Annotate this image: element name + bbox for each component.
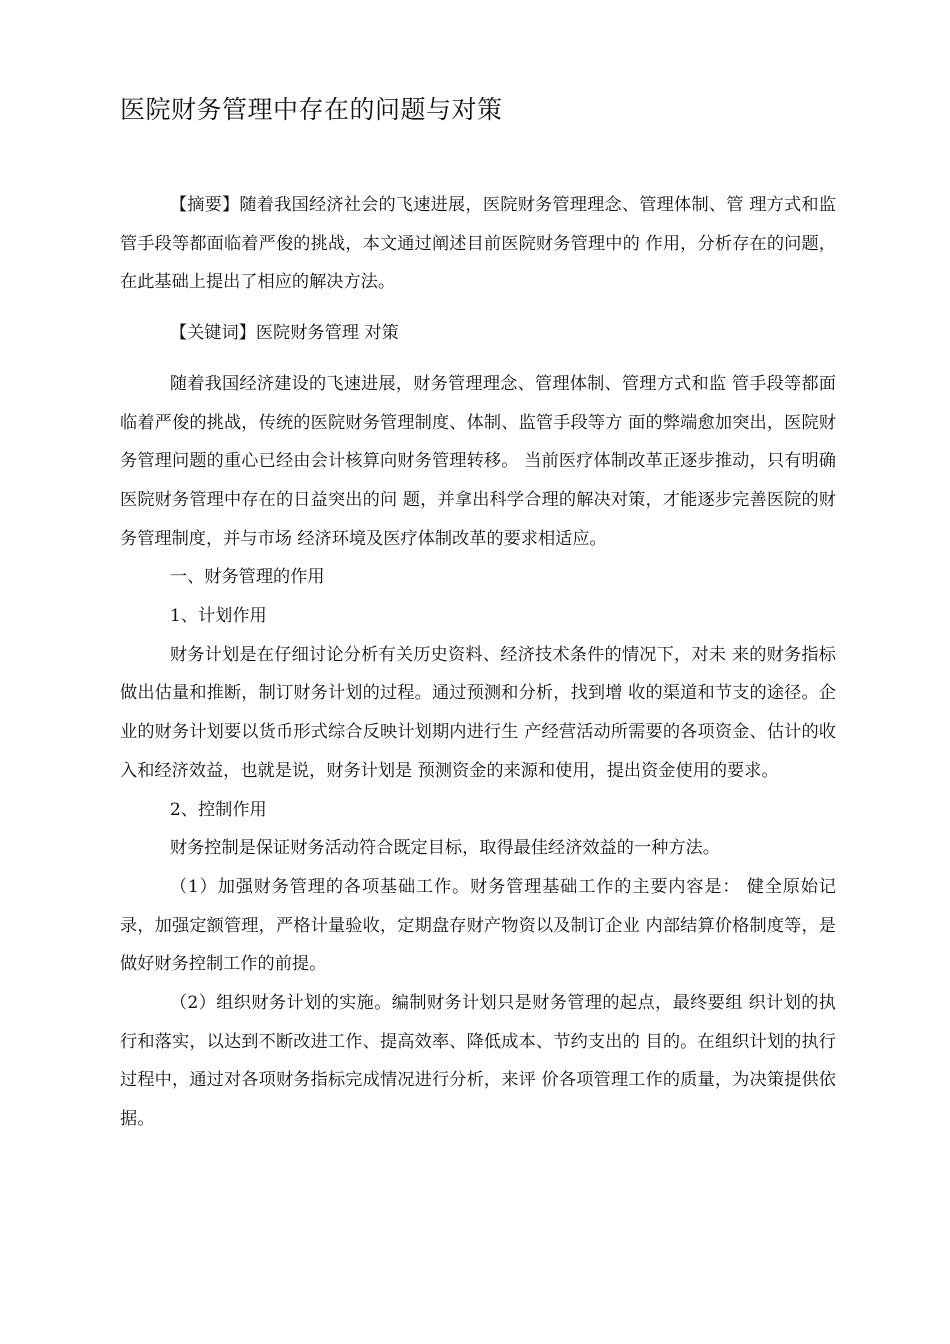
keywords-paragraph: 【关键词】医院财务管理 对策 <box>169 323 399 344</box>
subsection-heading-1: 1、计划作用 <box>169 606 267 627</box>
paragraph-gap <box>120 302 836 314</box>
abstract-paragraph: 【摘要】随着我国经济社会的飞速进展，医院财务管理理念、管理体制、管 理方式和监管手段等都面临着严俊的挑战，本文通过阐述目前医院财务管理中的 作用，分析存在的问题，在此基础上提出了相应的解决方法。 <box>120 195 836 293</box>
control-item-2: （2）组织财务计划的实施。编制财务计划只是财务管理的起点，最终要组 织计划的执行和落实，以达到不断改进工作、提高效率、降低成本、节约支出的 目的。在组织计划的执行过程中，通过对各项财务指标完成情况进行分析，来评 价各项管理工作的质量，为决策提供依据。 <box>120 993 836 1130</box>
intro-paragraph: 随着我国经济建设的飞速进展，财务管理理念、管理体制、管理方式和监 管手段等都面临着严俊的挑战，传统的医院财务管理制度、体制、监管手段等方 面的弊端愈加突出，医院财务管理问题的重心已经由会计核算向财务管理转移。 当前医疗体制改革正逐步推动，只有明确医院财务管理中存在的日益突出的问 题，并拿出科学合理的解决对策，才能逐步完善医院的财务管理制度，并与市场 经济环境及医疗体制改革的要求相适应。 <box>120 373 836 549</box>
control-paragraph: 财务控制是保证财务活动符合既定目标，取得最佳经济效益的一种方法。 <box>169 838 720 859</box>
paragraph-gap <box>120 353 836 365</box>
document-body <box>120 186 836 1139</box>
document-title: 医院财务管理中存在的问题与对策 <box>120 95 503 124</box>
section-heading-1: 一、财务管理的作用 <box>169 567 325 588</box>
subsection-heading-2: 2、控制作用 <box>169 799 267 820</box>
planning-paragraph: 财务计划是在仔细讨论分析有关历史资料、经济技术条件的情况下，对未 来的财务指标做出估量和推断，制订财务计划的过程。通过预测和分析，找到增 收的渠道和节支的途径。企业的财务计划要以货币形式综合反映计划期内进行生 产经营活动所需要的各项资金、估计的收入和经济效益，也就是说，财务计划是 预测资金的来源和使用，提出资金使用的要求。 <box>120 644 836 781</box>
control-item-1: （1）加强财务管理的各项基础工作。财务管理基础工作的主要内容是： 健全原始记录，加强定额管理，严格计量验收，定期盘存财产物资以及制订企业 内部结算价格制度等，是做好财务控制工作的前提。 <box>120 876 836 975</box>
